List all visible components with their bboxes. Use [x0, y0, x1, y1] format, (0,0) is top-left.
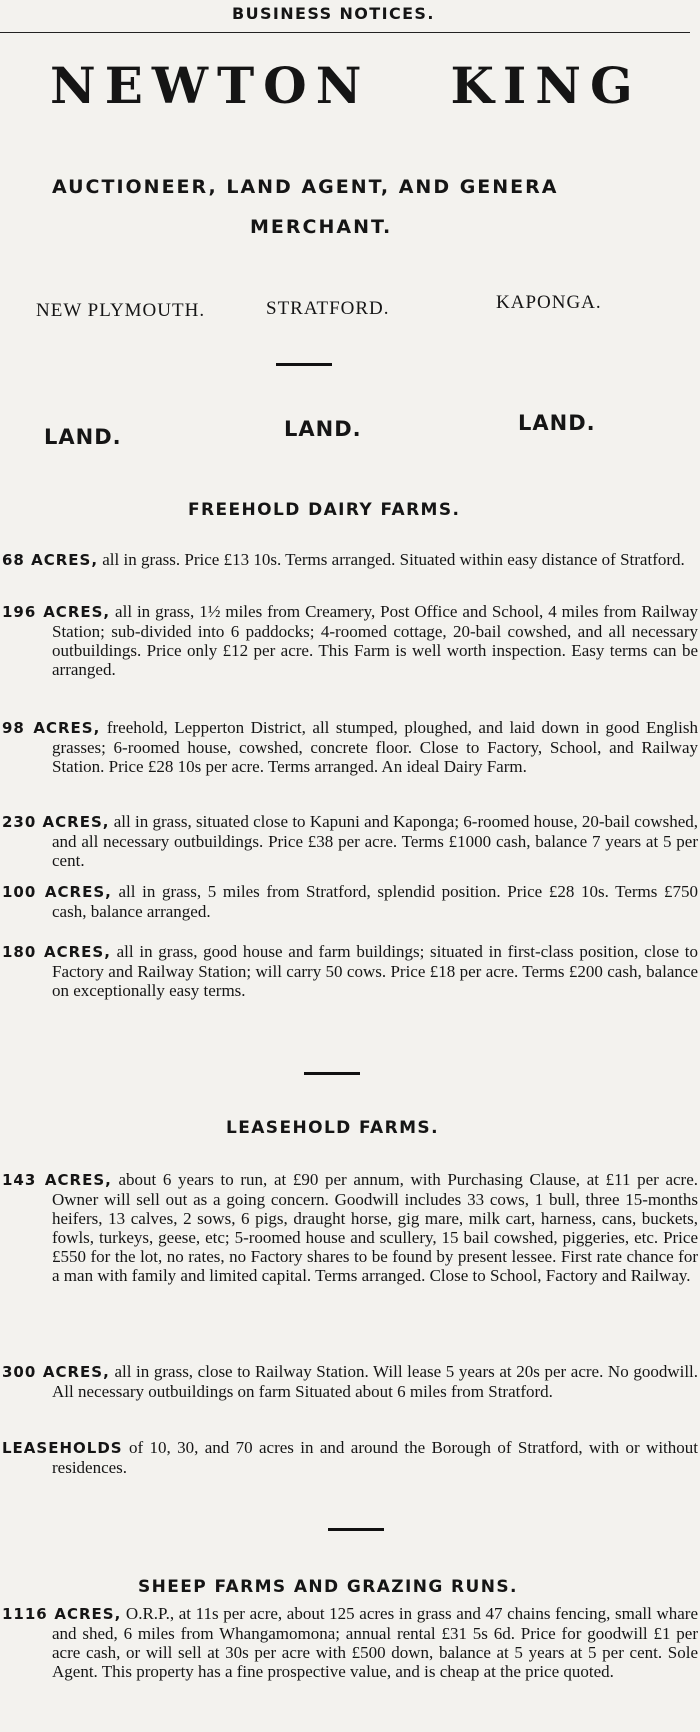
- advert-title: [50, 56, 640, 115]
- list-item: [2, 812, 698, 870]
- list-item: [2, 1362, 698, 1401]
- entry-lead: 1116 ACRES,: [2, 1605, 122, 1623]
- list-item: [2, 1170, 698, 1285]
- divider-rule-2: [304, 1072, 360, 1075]
- entry-text: freehold, Lepperton District, all stumped, ploughed, and laid down in good English grasses; 6-roomed house, cowshed, concrete floor. Close to Factory, School, and Railway Station. Price £28 10s per acre. Terms arranged. An ideal Dairy Farm.: [52, 718, 698, 776]
- entry-text: all in grass, 1½ miles from Creamery, Post Office and School, 4 miles from Railway Station; sub-divided into 6 paddocks; 4-roomed cottage, 20-bail cowshed, and all necessary outbuildings. Price only £12 per acre. This Farm is well worth inspection. Easy terms can be arranged.: [52, 602, 698, 679]
- subtitle-line-1: AUCTIONEER, LAND AGENT, AND GENERA: [52, 176, 559, 198]
- subtitle-line-2: MERCHANT.: [250, 216, 393, 238]
- land-heading-3: LAND.: [518, 411, 596, 435]
- entry-lead: LEASEHOLDS: [2, 1439, 123, 1457]
- list-item: [2, 718, 698, 776]
- entry-lead: 98 ACRES,: [2, 719, 101, 737]
- entry-lead: 68 ACRES,: [2, 551, 99, 569]
- town-stratford: STRATFORD.: [266, 298, 390, 319]
- title-word-1: NEWTON: [50, 56, 371, 115]
- entry-text: all in grass, good house and farm buildings; situated in first-class position, close to Factory and Railway Station; will carry 50 cows. Price £18 per acre. Terms £200 cash, balance on exceptionally easy terms.: [52, 942, 699, 1000]
- list-item: [2, 1604, 698, 1681]
- divider-rule-3: [328, 1528, 384, 1531]
- leasehold-heading: LEASEHOLD FARMS.: [226, 1118, 439, 1138]
- divider-rule-1: [276, 363, 332, 366]
- entry-lead: 143 ACRES,: [2, 1171, 112, 1189]
- entry-text: about 6 years to run, at £90 per annum, with Purchasing Clause, at £11 per acre. Owner will sell out as a going concern. Goodwill includes 33 cows, 1 bull, three 15-months heifers, 13 calves, 2 sows, 6 pigs, draught horse, gig mare, milk cart, harness, cans, buckets, fowls, turkeys, geese, etc; 5-roomed house and scullery, 15 bail cowshed, piggeries, etc. Price £550 for the lot, no rates, no Factory shares to be found by present lessee. First rate chance for a man with family and limited capital. Terms arranged. Close to School, Factory and Railway.: [52, 1170, 698, 1285]
- entry-text: all in grass, situated close to Kapuni and Kaponga; 6-roomed house, 20-bail cowshed, and all necessary outbuildings. Price £38 per acre. Terms £1000 cash, balance 7 years at 5 per cent.: [52, 812, 699, 870]
- sheep-heading: SHEEP FARMS AND GRAZING RUNS.: [138, 1577, 518, 1597]
- list-item: [2, 1438, 698, 1477]
- entry-lead: 180 ACRES,: [2, 943, 111, 961]
- entry-text: all in grass, close to Railway Station. Will lease 5 years at 20s per acre. No goodwill. All necessary outbuildings on farm Situated about 6 miles from Stratford.: [52, 1362, 699, 1401]
- freehold-heading: FREEHOLD DAIRY FARMS.: [188, 500, 461, 520]
- land-heading-2: LAND.: [284, 417, 362, 441]
- entry-lead: 230 ACRES,: [2, 813, 110, 831]
- town-new-plymouth: NEW PLYMOUTH.: [36, 300, 206, 321]
- list-item: [2, 550, 698, 570]
- entry-lead: 100 ACRES,: [2, 883, 112, 901]
- entry-text: all in grass, 5 miles from Stratford, splendid position. Price £28 10s. Terms £750 cash, balance arranged.: [52, 882, 699, 921]
- entry-text: O.R.P., at 11s per acre, about 125 acres in grass and 47 chains fencing, small whare and shed, 6 miles from Whangamomona; annual rental £31 5s 6d. Price for goodwill £1 per acre cash, or will sell at 30s per acre with £500 down, balance at 5 years at 5 per cent. Sole Agent. This property has a fine prospective value, and is cheap at the price quoted.: [52, 1604, 699, 1681]
- list-item: [2, 942, 698, 1000]
- entry-lead: 300 ACRES,: [2, 1363, 110, 1381]
- entry-text: all in grass. Price £13 10s. Terms arranged. Situated within easy distance of Stratford.: [102, 550, 685, 569]
- list-item: [2, 602, 698, 679]
- town-kaponga: KAPONGA.: [496, 292, 602, 313]
- title-word-2: KING: [450, 56, 642, 115]
- header-rule: [0, 32, 690, 33]
- land-heading-1: LAND.: [44, 425, 122, 449]
- list-item: [2, 882, 698, 921]
- entry-text: of 10, 30, and 70 acres in and around the Borough of Stratford, with or without residences.: [52, 1438, 698, 1477]
- entry-lead: 196 ACRES,: [2, 603, 111, 621]
- section-label: BUSINESS NOTICES.: [232, 4, 435, 23]
